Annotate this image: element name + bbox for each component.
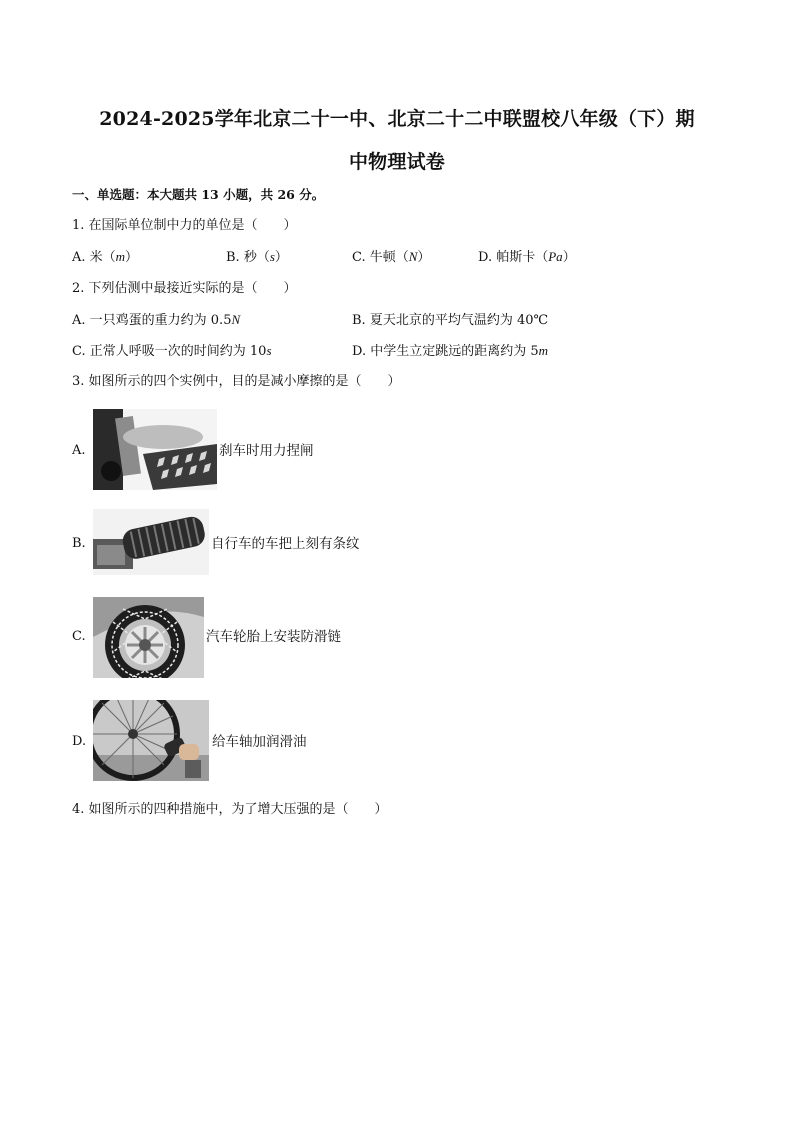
q2-option-a: A. 一只鸡蛋的重力约为 0.5N: [72, 312, 241, 328]
q3-option-c-letter: C.: [72, 629, 86, 644]
oiling-wheel-axle-photo: [93, 700, 209, 781]
q1-option-b: B. 秒（s）: [226, 249, 288, 265]
snow-chain-tire-photo: [93, 597, 204, 678]
exam-title-line1: 2024-2025学年北京二十一中、北京二十二中联盟校八年级（下）期: [99, 108, 695, 130]
question-3-stem: 3. 如图所示的四个实例中，目的是减小摩擦的是（ ）: [72, 374, 401, 389]
q3-option-d-caption: 给车轴加润滑油: [212, 734, 307, 750]
q3-option-c-caption: 汽车轮胎上安装防滑链: [206, 629, 341, 645]
q1-option-a: A. 米（m）: [72, 249, 139, 265]
question-2-stem: 2. 下列估测中最接近实际的是（ ）: [72, 281, 297, 296]
q3-option-b-letter: B.: [72, 536, 86, 551]
q3-option-a-caption: 刹车时用力捏闸: [219, 443, 314, 459]
q3-option-b-caption: 自行车的车把上刻有条纹: [211, 536, 360, 552]
q2-option-c: C. 正常人呼吸一次的时间约为 10s: [72, 343, 272, 359]
question-1-stem: 1. 在国际单位制中力的单位是（ ）: [72, 218, 297, 233]
handlebar-grip-photo: [93, 509, 209, 575]
q2-option-d: D. 中学生立定跳远的距离约为 5m: [352, 343, 549, 359]
q2-option-b: B. 夏天北京的平均气温约为 40℃: [352, 313, 549, 328]
section-heading: 一、单选题：本大题共 13 小题，共 26 分。: [72, 187, 325, 202]
q1-option-d: D. 帕斯卡（Pa）: [478, 249, 576, 265]
exam-title-line2: 中物理试卷: [348, 151, 445, 173]
bike-brake-lever-photo: [93, 409, 217, 490]
q3-option-d-letter: D.: [72, 734, 87, 749]
q1-option-c: C. 牛顿（N）: [352, 249, 431, 265]
q3-option-a-letter: A.: [72, 443, 86, 458]
question-4-stem: 4. 如图所示的四种措施中，为了增大压强的是（ ）: [72, 802, 388, 817]
